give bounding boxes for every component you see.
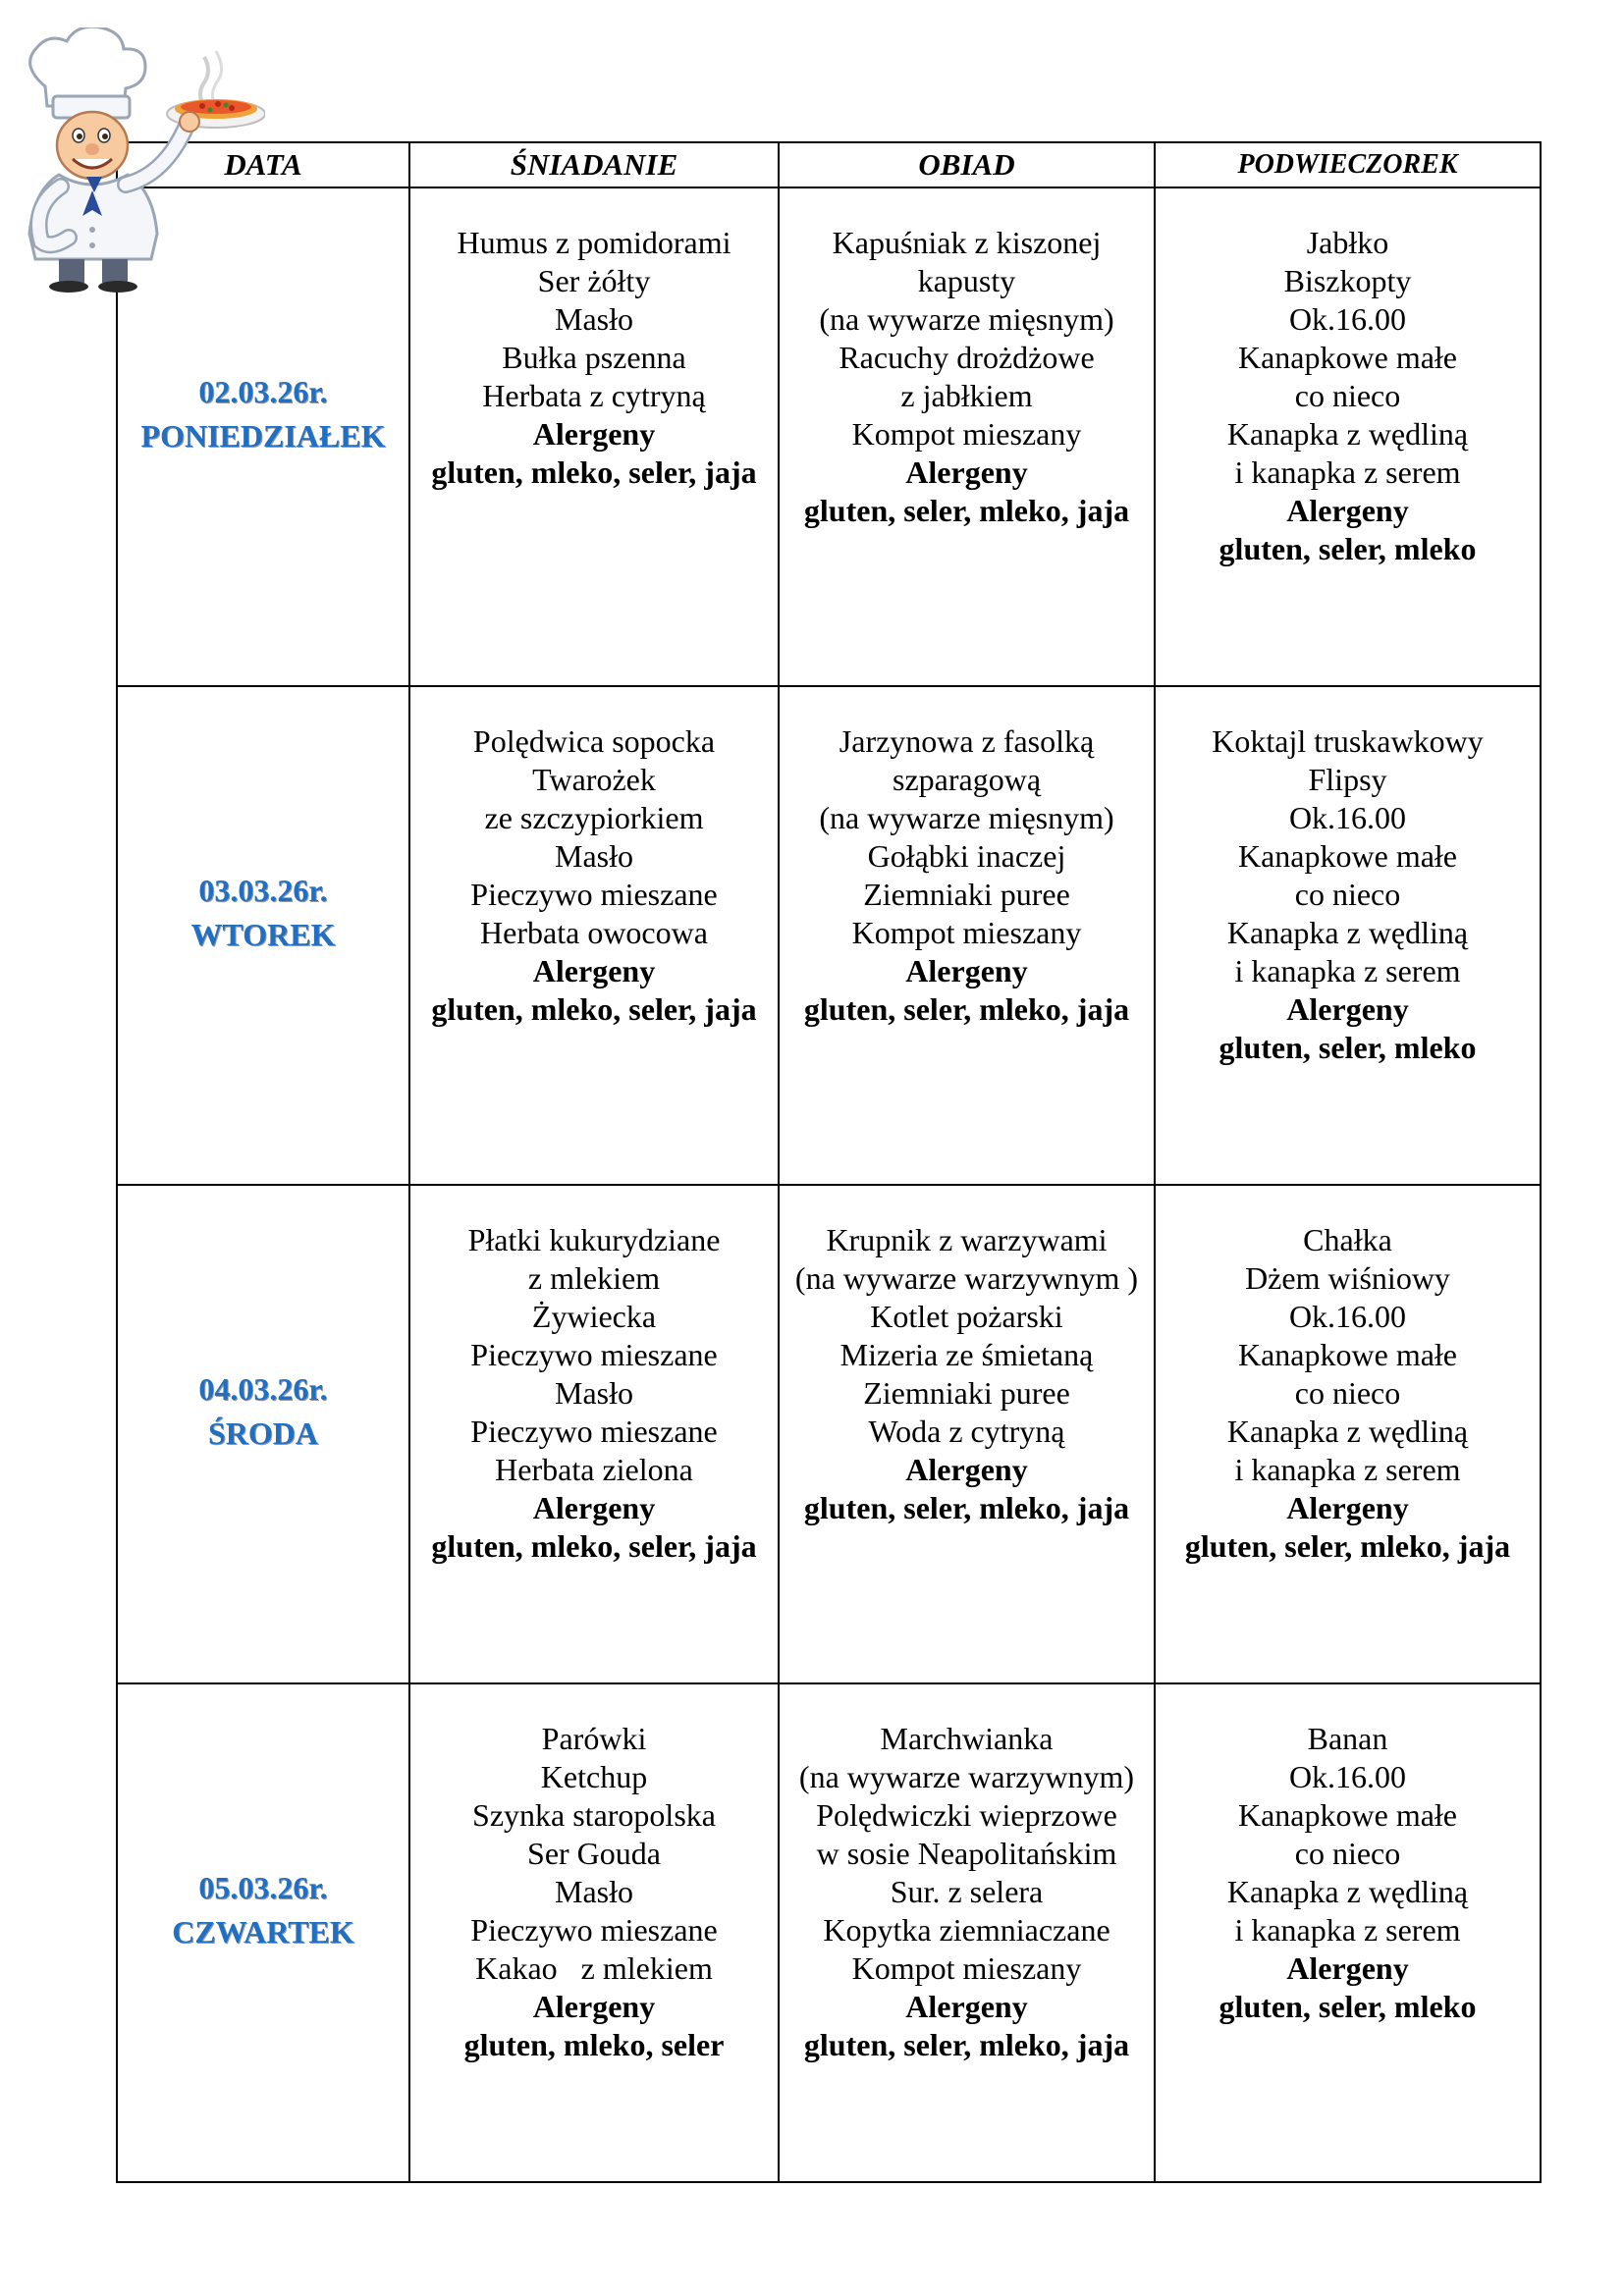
allergens-label: Alergeny — [1286, 493, 1409, 528]
allergens-label: Alergeny — [532, 953, 656, 988]
allergens-list: gluten, mleko, seler, jaja — [431, 1528, 757, 1564]
snack-cell — [1155, 1185, 1541, 1683]
date-text: 02.03.26r. — [198, 374, 328, 409]
menu-item: Żywiecka — [531, 1299, 657, 1334]
snack-cell — [1155, 1683, 1541, 2182]
menu-item: Herbata z cytryną — [482, 378, 706, 413]
allergens-list: gluten, seler, mleko — [1218, 531, 1477, 566]
menu-item: Kanapkowe małe — [1237, 1797, 1457, 1833]
menu-item: Koktajl truskawkowy — [1212, 723, 1484, 759]
lunch-cell — [779, 1185, 1155, 1683]
menu-item: Masło — [555, 838, 633, 874]
weekday-text: PONIEDZIAŁEK — [140, 418, 386, 454]
allergens-label: Alergeny — [532, 416, 656, 452]
menu-item: i kanapka z serem — [1234, 1912, 1461, 1948]
header-row — [117, 142, 1541, 187]
menu-item: (na wywarze mięsnym) — [819, 301, 1114, 337]
menu-item: Mizeria ze śmietaną — [839, 1337, 1094, 1372]
date-cell — [117, 1185, 409, 1683]
menu-item: Sur. z selera — [890, 1874, 1044, 1909]
menu-item: Jarzynowa z fasolką — [839, 723, 1095, 759]
menu-item: i kanapka z serem — [1234, 1452, 1461, 1487]
header-date: DATA — [117, 142, 409, 187]
allergens-list: gluten, seler, mleko, jaja — [803, 2027, 1130, 2062]
menu-item: Woda z cytryną — [868, 1414, 1065, 1449]
allergens-label: Alergeny — [905, 953, 1028, 988]
menu-item: szparagową — [892, 762, 1042, 797]
menu-item: Kanapka z wędliną — [1226, 1414, 1469, 1449]
menu-body — [117, 187, 1541, 2182]
date-text: 04.03.26r. — [198, 1371, 328, 1407]
menu-item: (na wywarze warzywnym) — [798, 1759, 1135, 1794]
date-text: 03.03.26r. — [198, 873, 328, 908]
menu-item: Kopytka ziemniaczane — [823, 1912, 1110, 1948]
menu-item: Masło — [555, 1375, 633, 1411]
menu-item: Kanapka z wędliną — [1226, 416, 1469, 452]
day-row — [117, 686, 1541, 1185]
snack-cell — [1155, 686, 1541, 1185]
menu-item: Krupnik z warzywami — [826, 1222, 1108, 1257]
allergens-label: Alergeny — [1286, 991, 1409, 1027]
allergens-list: gluten, seler, mleko — [1218, 1989, 1477, 2024]
menu-item: Masło — [555, 301, 633, 337]
lunch-cell — [779, 686, 1155, 1185]
menu-item: Ketchup — [540, 1759, 648, 1794]
menu-item: Ser Gouda — [527, 1836, 661, 1871]
menu-item: Kanapka z wędliną — [1226, 1874, 1469, 1909]
menu-item: Kotlet pożarski — [870, 1299, 1063, 1334]
menu-item: Kanapka z wędliną — [1226, 915, 1469, 950]
menu-item: Kompot mieszany — [851, 915, 1082, 950]
allergens-label: Alergeny — [1286, 1490, 1409, 1525]
header-breakfast: ŚNIADANIE — [409, 142, 779, 187]
menu-item: Pieczywo mieszane — [470, 1414, 718, 1449]
menu-item: Pieczywo mieszane — [470, 1337, 718, 1372]
menu-item: Chałka — [1303, 1222, 1392, 1257]
day-row — [117, 187, 1541, 686]
menu-item: Polędwica sopocka — [472, 723, 716, 759]
breakfast-cell — [409, 1683, 779, 2182]
weekday-text: ŚRODA — [207, 1415, 318, 1451]
weekday-text: WTOREK — [190, 917, 336, 952]
allergens-label: Alergeny — [532, 1490, 656, 1525]
lunch-cell — [779, 187, 1155, 686]
day-row — [117, 1683, 1541, 2182]
menu-item: Pieczywo mieszane — [470, 877, 718, 912]
menu-item: Humus z pomidorami — [457, 225, 731, 260]
menu-item: Biszkopty — [1283, 263, 1412, 298]
chef-illustration — [8, 27, 265, 293]
menu-item: Dżem wiśniowy — [1245, 1260, 1450, 1296]
menu-item: ze szczypiorkiem — [484, 800, 704, 835]
allergens-list: gluten, seler, mleko, jaja — [1184, 1528, 1511, 1564]
menu-item: Pieczywo mieszane — [470, 1912, 718, 1948]
menu-item: Racuchy drożdżowe — [839, 340, 1095, 375]
breakfast-cell — [409, 686, 779, 1185]
menu-item: Kakao z mlekiem — [475, 1950, 713, 1986]
menu-item: (na wywarze warzywnym ) — [794, 1260, 1139, 1296]
menu-item: Szynka staropolska — [472, 1797, 716, 1833]
breakfast-cell — [409, 187, 779, 686]
menu-item: co nieco — [1294, 1836, 1401, 1871]
snack-cell — [1155, 187, 1541, 686]
allergens-label: Alergeny — [1286, 1950, 1409, 1986]
allergens-label: Alergeny — [905, 1452, 1028, 1487]
menu-item: Ok.16.00 — [1288, 1759, 1407, 1794]
menu-item: kapusty — [917, 263, 1016, 298]
menu-item: Herbata zielona — [495, 1452, 693, 1487]
menu-item: Flipsy — [1308, 762, 1387, 797]
menu-item: co nieco — [1294, 877, 1401, 912]
menu-item: i kanapka z serem — [1234, 953, 1461, 988]
allergens-list: gluten, mleko, seler — [463, 2027, 725, 2062]
menu-item: i kanapka z serem — [1234, 454, 1461, 490]
header-snack: PODWIECZOREK — [1155, 142, 1541, 187]
menu-item: w sosie Neapolitańskim — [816, 1836, 1117, 1871]
allergens-list: gluten, seler, mleko — [1218, 1030, 1477, 1065]
menu-item: Kanapkowe małe — [1237, 340, 1457, 375]
allergens-label: Alergeny — [532, 1989, 656, 2024]
allergens-label: Alergeny — [905, 1989, 1028, 2024]
menu-item: (na wywarze mięsnym) — [819, 800, 1114, 835]
date-cell — [117, 686, 409, 1185]
menu-item: Bułka pszenna — [502, 340, 686, 375]
menu-item: Kapuśniak z kiszonej — [832, 225, 1102, 260]
allergens-list: gluten, seler, mleko, jaja — [803, 991, 1130, 1027]
allergens-list: gluten, seler, mleko, jaja — [803, 493, 1130, 528]
menu-item: Ziemniaki puree — [863, 1375, 1070, 1411]
menu-item: Ok.16.00 — [1288, 800, 1407, 835]
menu-item: Ziemniaki puree — [863, 877, 1070, 912]
menu-item: Polędwiczki wieprzowe — [816, 1797, 1117, 1833]
header-lunch: OBIAD — [779, 142, 1155, 187]
menu-item: z jabłkiem — [900, 378, 1033, 413]
menu-item: Herbata owocowa — [480, 915, 708, 950]
lunch-cell — [779, 1683, 1155, 2182]
menu-item: Płatki kukurydziane — [467, 1222, 721, 1257]
menu-item: Banan — [1307, 1721, 1388, 1756]
day-row — [117, 1185, 1541, 1683]
menu-item: Ser żółty — [537, 263, 651, 298]
weekday-text: CZWARTEK — [172, 1914, 354, 1949]
menu-table — [116, 141, 1542, 2183]
allergens-label: Alergeny — [905, 454, 1028, 490]
menu-item: Ok.16.00 — [1288, 1299, 1407, 1334]
menu-item: Masło — [555, 1874, 633, 1909]
menu-item: Gołąbki inaczej — [867, 838, 1066, 874]
menu-item: Jabłko — [1306, 225, 1389, 260]
menu-item: Marchwianka — [880, 1721, 1054, 1756]
menu-item: Ok.16.00 — [1288, 301, 1407, 337]
menu-item: Kanapkowe małe — [1237, 1337, 1457, 1372]
date-cell — [117, 1683, 409, 2182]
menu-item: co nieco — [1294, 378, 1401, 413]
breakfast-cell — [409, 1185, 779, 1683]
menu-item: Kanapkowe małe — [1237, 838, 1457, 874]
menu-item: co nieco — [1294, 1375, 1401, 1411]
menu-item: z mlekiem — [527, 1260, 661, 1296]
menu-item: Twarożek — [532, 762, 656, 797]
menu-item: Kompot mieszany — [851, 416, 1082, 452]
menu-item: Parówki — [541, 1721, 647, 1756]
allergens-list: gluten, mleko, seler, jaja — [431, 454, 757, 490]
allergens-list: gluten, mleko, seler, jaja — [431, 991, 757, 1027]
menu-item: Kompot mieszany — [851, 1950, 1082, 1986]
allergens-list: gluten, seler, mleko, jaja — [803, 1490, 1130, 1525]
date-text: 05.03.26r. — [198, 1870, 328, 1905]
